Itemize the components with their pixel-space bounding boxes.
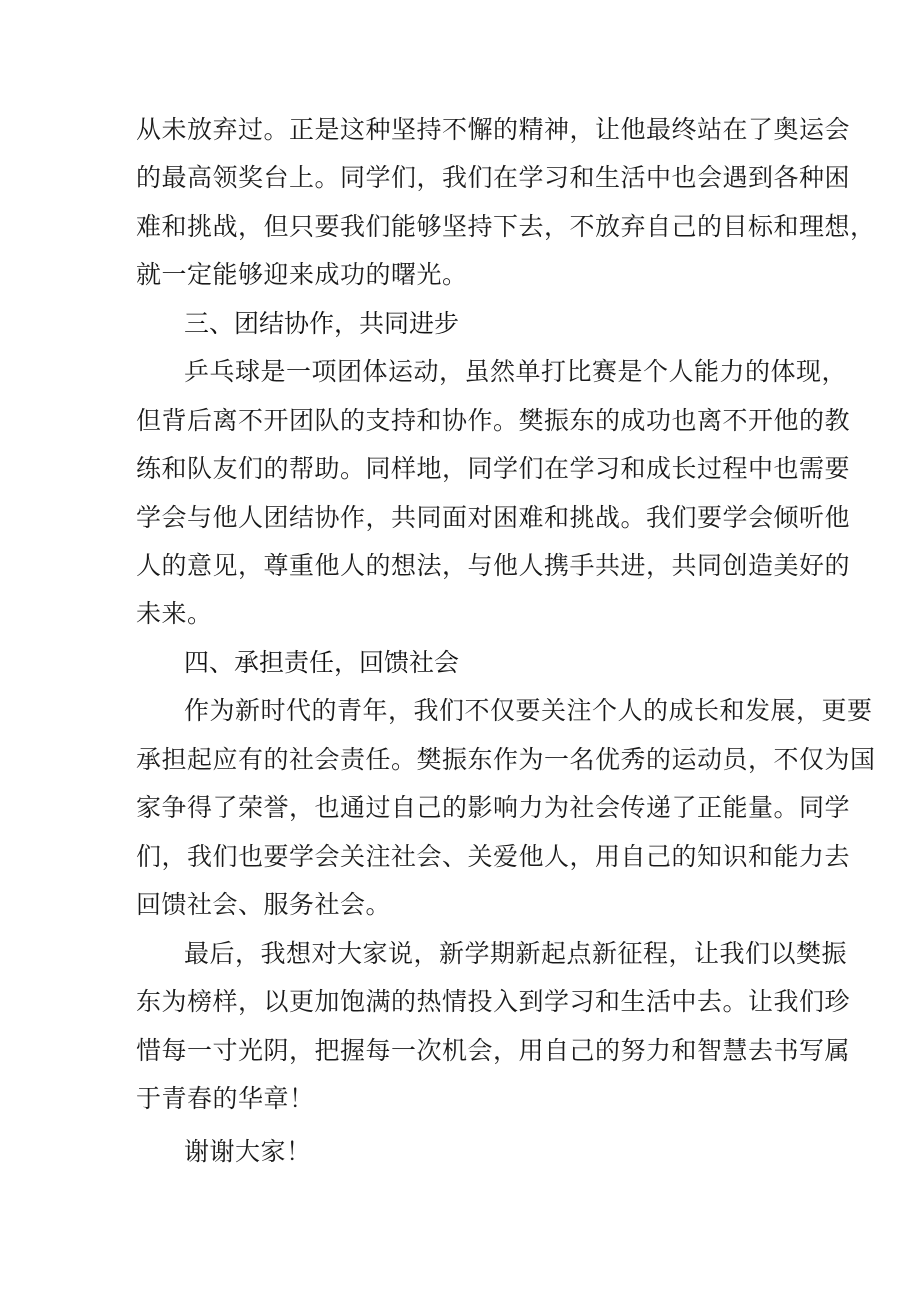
paragraph-line: 学会与他人团结协作，共同面对困难和挑战。我们要学会倾听他 — [136, 503, 851, 532]
paragraph-line: 乒乓球是一项团体运动，虽然单打比赛是个人能力的体现， — [184, 357, 848, 386]
paragraph-line: 于青春的华章！ — [136, 1084, 315, 1113]
paragraph-line: 练和队友们的帮助。同样地，同学们在学习和成长过程中也需要 — [136, 454, 851, 483]
paragraph-line: 回馈社会、服务社会。 — [136, 890, 392, 919]
paragraph-line: 最后，我想对大家说，新学期新起点新征程，让我们以樊振 — [184, 939, 848, 968]
paragraph-line: 承担起应有的社会责任。樊振东作为一名优秀的运动员，不仅为国 — [136, 745, 876, 774]
paragraph-line: 东为榜样，以更加饱满的热情投入到学习和生活中去。让我们珍 — [136, 987, 851, 1016]
section-heading: 三、团结协作，共同进步 — [184, 309, 460, 338]
paragraph-line: 的最高领奖台上。同学们，我们在学习和生活中也会遇到各种困 — [136, 163, 851, 192]
paragraph-line: 但背后离不开团队的支持和协作。樊振东的成功也离不开他的教 — [136, 406, 851, 435]
paragraph-line: 难和挑战，但只要我们能够坚持下去，不放弃自己的目标和理想， — [136, 212, 876, 241]
paragraph-line: 人的意见，尊重他人的想法，与他人携手共进，共同创造美好的 — [136, 551, 851, 580]
paragraph-line: 家争得了荣誉，也通过自己的影响力为社会传递了正能量。同学 — [136, 793, 851, 822]
closing-thanks: 谢谢大家！ — [184, 1137, 312, 1166]
section-heading: 四、承担责任，回馈社会 — [184, 648, 460, 677]
paragraph-line: 们，我们也要学会关注社会、关爱他人，用自己的知识和能力去 — [136, 842, 851, 871]
paragraph-line: 惜每一寸光阴，把握每一次机会，用自己的努力和智慧去书写属 — [136, 1036, 851, 1065]
paragraph-line: 就一定能够迎来成功的曙光。 — [136, 260, 468, 289]
paragraph-line: 作为新时代的青年，我们不仅要关注个人的成长和发展，更要 — [184, 696, 873, 725]
paragraph-line: 从未放弃过。正是这种坚持不懈的精神，让他最终站在了奥运会 — [136, 115, 851, 144]
paragraph-line: 未来。 — [136, 599, 213, 628]
